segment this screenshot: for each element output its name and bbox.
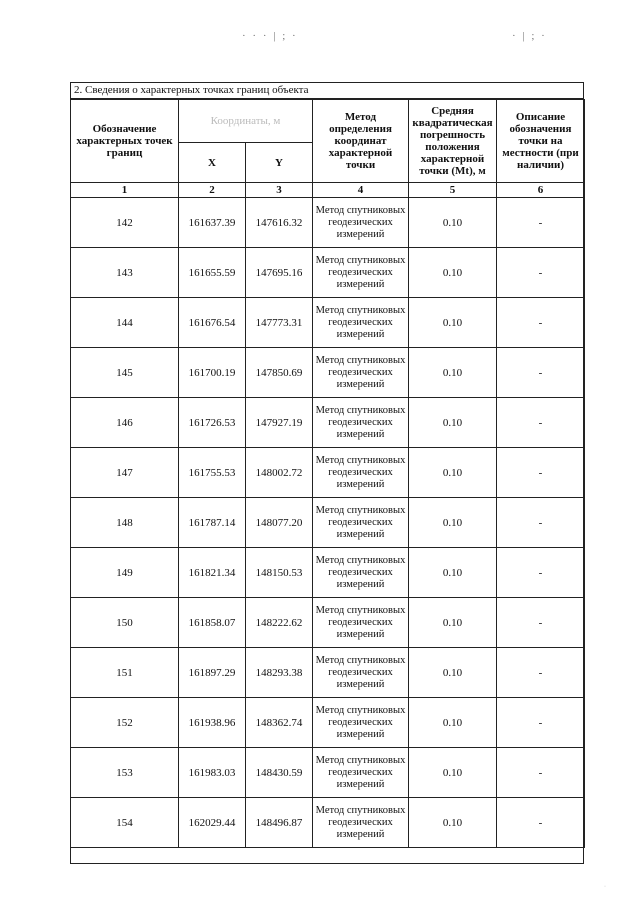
coord-x-cell: 161726.53 [179,398,246,448]
method-cell: Метод спутниковых геодезических измерений [313,398,409,448]
mean-error-cell: 0.10 [409,648,497,698]
method-cell: Метод спутниковых геодезических измерений [313,298,409,348]
mean-error-cell: 0.10 [409,698,497,748]
method-cell: Метод спутниковых геодезических измерений [313,198,409,248]
table-row [71,698,585,748]
coord-y-cell: 148293.38 [246,648,313,698]
coord-y-cell: 147850.69 [246,348,313,398]
point-description-cell: - [497,548,585,598]
table-row [71,398,585,448]
method-cell: Метод спутниковых геодезических измерений [313,498,409,548]
coord-y-cell: 147927.19 [246,398,313,448]
column-number: 4 [313,183,409,198]
point-id-cell: 152 [71,698,179,748]
mean-error-cell: 0.10 [409,348,497,398]
coord-x-cell: 162029.44 [179,798,246,848]
mean-error-cell: 0.10 [409,248,497,298]
coord-y-cell: 148496.87 [246,798,313,848]
coord-x-cell: 161938.96 [179,698,246,748]
table-row [71,748,585,798]
point-id-cell: 148 [71,498,179,548]
coord-y-cell: 147695.16 [246,248,313,298]
column-number: 3 [246,183,313,198]
header-error: Средняя квадратическая погрешность положения характерной точки (Mt), м [409,100,497,183]
header-method: Метод определения координат характерной точки [313,100,409,183]
mean-error-cell: 0.10 [409,598,497,648]
point-description-cell: - [497,798,585,848]
mean-error-cell: 0.10 [409,448,497,498]
coord-y-cell: 147773.31 [246,298,313,348]
mean-error-cell: 0.10 [409,548,497,598]
column-number: 5 [409,183,497,198]
method-cell: Метод спутниковых геодезических измерений [313,448,409,498]
page-header-mark-right: · | ; · [512,30,547,42]
point-id-cell: 145 [71,348,179,398]
mean-error-cell: 0.10 [409,498,497,548]
point-description-cell: - [497,348,585,398]
method-cell: Метод спутниковых геодезических измерений [313,698,409,748]
coord-x-cell: 161676.54 [179,298,246,348]
point-description-cell: - [497,698,585,748]
point-description-cell: - [497,298,585,348]
coord-y-cell: 148002.72 [246,448,313,498]
header-designation: Обозначение характерных точек границ [71,100,179,183]
table-row [71,548,585,598]
coord-y-cell: 148362.74 [246,698,313,748]
method-cell: Метод спутниковых геодезических измерений [313,248,409,298]
table-row [71,198,585,248]
mean-error-cell: 0.10 [409,798,497,848]
column-number: 2 [179,183,246,198]
point-id-cell: 149 [71,548,179,598]
method-cell: Метод спутниковых геодезических измерений [313,598,409,648]
point-id-cell: 151 [71,648,179,698]
coord-x-cell: 161787.14 [179,498,246,548]
page-header-mark-left: · · · | ; · [242,30,298,42]
point-description-cell: - [497,198,585,248]
table-row [71,448,585,498]
method-cell: Метод спутниковых геодезических измерений [313,648,409,698]
table-row [71,798,585,848]
point-id-cell: 153 [71,748,179,798]
mean-error-cell: 0.10 [409,298,497,348]
coord-y-cell: 148077.20 [246,498,313,548]
point-id-cell: 142 [71,198,179,248]
coord-x-cell: 161700.19 [179,348,246,398]
column-number: 6 [497,183,585,198]
point-id-cell: 143 [71,248,179,298]
table-row [71,498,585,548]
point-description-cell: - [497,748,585,798]
table-row [71,598,585,648]
coord-y-cell: 148150.53 [246,548,313,598]
mean-error-cell: 0.10 [409,198,497,248]
method-cell: Метод спутниковых геодезических измерений [313,798,409,848]
header-coordinates: Координаты, м [179,100,313,143]
point-description-cell: - [497,398,585,448]
header-x: X [179,143,246,183]
point-description-cell: - [497,598,585,648]
table-row [71,348,585,398]
point-id-cell: 154 [71,798,179,848]
column-number: 1 [71,183,179,198]
point-id-cell: 150 [71,598,179,648]
mean-error-cell: 0.10 [409,748,497,798]
point-description-cell: - [497,498,585,548]
method-cell: Метод спутниковых геодезических измерений [313,548,409,598]
mean-error-cell: 0.10 [409,398,497,448]
coord-x-cell: 161755.53 [179,448,246,498]
page-edge-mark: · [604,884,606,890]
coord-x-cell: 161897.29 [179,648,246,698]
table-row [71,298,585,348]
coord-x-cell: 161637.39 [179,198,246,248]
coord-y-cell: 148430.59 [246,748,313,798]
coord-x-cell: 161983.03 [179,748,246,798]
coord-y-cell: 147616.32 [246,198,313,248]
table-row [71,648,585,698]
point-id-cell: 146 [71,398,179,448]
point-id-cell: 147 [71,448,179,498]
point-description-cell: - [497,448,585,498]
coord-x-cell: 161655.59 [179,248,246,298]
coord-y-cell: 148222.62 [246,598,313,648]
coord-x-cell: 161858.07 [179,598,246,648]
coord-x-cell: 161821.34 [179,548,246,598]
column-numbers-row [71,183,585,198]
point-description-cell: - [497,648,585,698]
header-description: Описание обозначения точки на местности (при наличии) [497,100,585,183]
method-cell: Метод спутниковых геодезических измерений [313,748,409,798]
boundary-points-table [70,99,585,848]
point-description-cell: - [497,248,585,298]
section-title: 2. Сведения о характерных точках границ объекта [70,82,584,99]
table-row [71,248,585,298]
point-id-cell: 144 [71,298,179,348]
method-cell: Метод спутниковых геодезических измерений [313,348,409,398]
header-y: Y [246,143,313,183]
